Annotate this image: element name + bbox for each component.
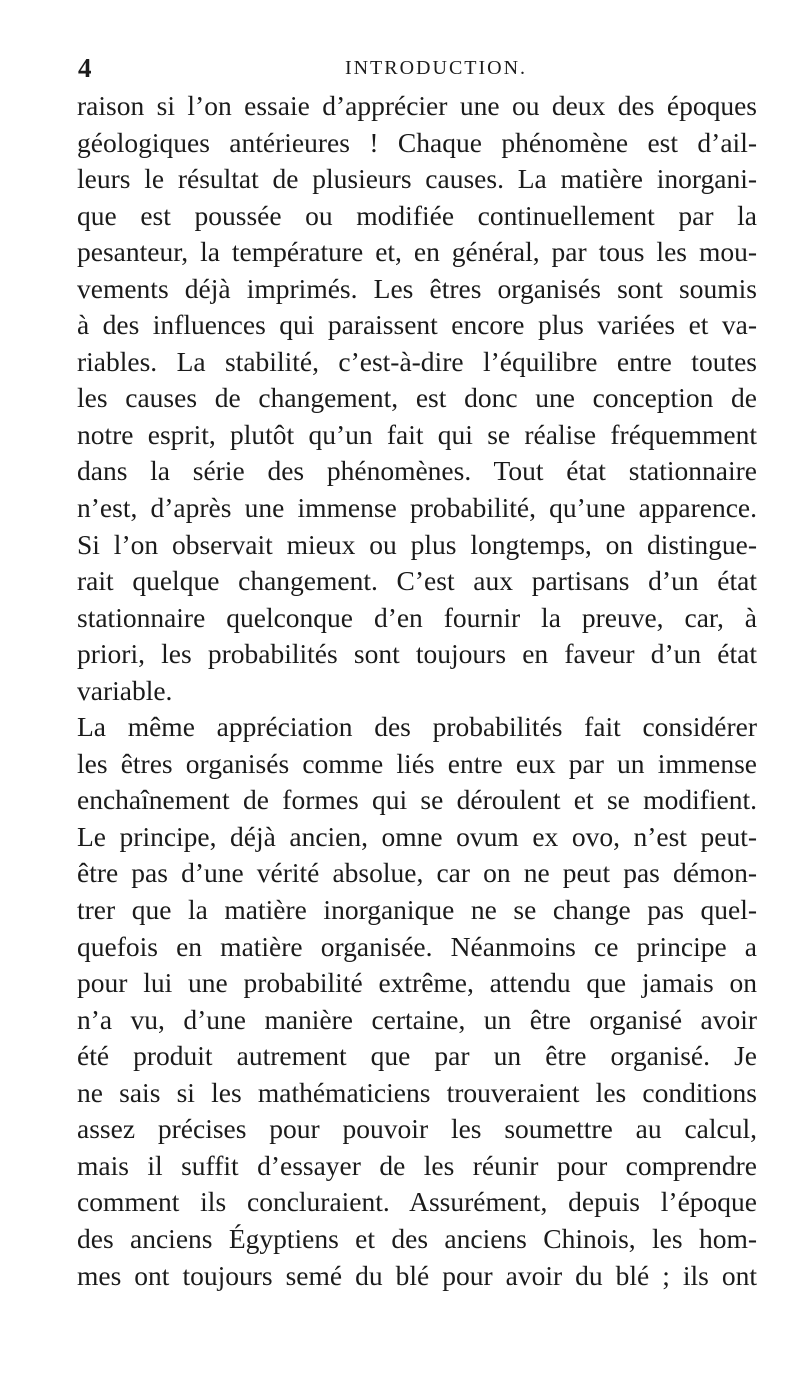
text-line: n’a vu, d’une manière certaine, un être organisé avoir <box>77 1003 757 1035</box>
text-line: variable. <box>77 674 173 706</box>
text-line: que est poussée ou modifiée continuellement par la <box>77 199 757 231</box>
text-line: leurs le résultat de plusieurs causes. La matière inorgani- <box>77 163 757 195</box>
text-line: les êtres organisés comme liés entre eux par un immense <box>77 747 757 779</box>
text-line: quefois en matière organisée. Néanmoins ce principe a <box>77 930 757 962</box>
text-line: Le principe, déjà ancien, omne ovum ex ovo, n’est peut- <box>77 820 757 852</box>
text-line: enchaînement de formes qui se déroulent et se modifient. <box>77 784 757 816</box>
text-line: mes ont toujours semé du blé pour avoir du blé ; ils ont <box>77 1259 757 1291</box>
text-line: Si l’on observait mieux ou plus longtemps, on distingue- <box>77 528 757 560</box>
text-line: été produit autrement que par un être organisé. Je <box>77 1040 757 1072</box>
running-head: INTRODUCTION. <box>344 57 528 79</box>
text-line: géologiques antérieures ! Chaque phénomène est d’ail- <box>77 126 757 158</box>
paragraph-2 <box>77 709 757 1294</box>
text-line: trer que la matière inorganique ne se change pas quel- <box>77 894 757 926</box>
text-line: les causes de changement, est donc une conception de <box>77 382 757 414</box>
text-line: pour lui une probabilité extrême, attendu que jamais on <box>77 967 757 999</box>
body-text <box>77 88 757 1294</box>
text-line: priori, les probabilités sont toujours en faveur d’un état <box>77 638 757 670</box>
page-number: 4 <box>78 53 92 83</box>
page-header <box>78 48 754 88</box>
text-line: rait quelque changement. C’est aux partisans d’un état <box>77 565 757 597</box>
text-line: des anciens Égyptiens et des anciens Chinois, les hom- <box>77 1222 757 1254</box>
text-line: dans la série des phénomènes. Tout état stationnaire <box>77 455 757 487</box>
text-line: riables. La stabilité, c’est-à-dire l’équilibre entre toutes <box>77 345 757 377</box>
text-line: être pas d’une vérité absolue, car on ne peut pas démon- <box>77 857 757 889</box>
text-line: ne sais si les mathématiciens trouveraient les conditions <box>77 1076 757 1108</box>
text-line: n’est, d’après une immense probabilité, qu’une apparence. <box>77 492 757 524</box>
text-line: à des influences qui paraissent encore plus variées et va- <box>77 309 757 341</box>
text-line: vements déjà imprimés. Les êtres organisés sont soumis <box>77 272 757 304</box>
text-line: La même appréciation des probabilités fait considérer <box>77 711 757 743</box>
text-line: pesanteur, la température et, en général, par tous les mou- <box>77 236 757 268</box>
paragraph-1 <box>77 88 757 709</box>
text-line: stationnaire quelconque d’en fournir la preuve, car, à <box>77 601 757 633</box>
text-line: raison si l’on essaie d’apprécier une ou deux des époques <box>77 90 757 121</box>
text-line: comment ils concluraient. Assurément, depuis l’époque <box>77 1186 757 1218</box>
text-line: assez précises pour pouvoir les soumettre au calcul, <box>77 1113 757 1145</box>
text-line: notre esprit, plutôt qu’un fait qui se réalise fréquemment <box>77 418 757 450</box>
text-line: mais il suffit d’essayer de les réunir pour comprendre <box>77 1149 757 1181</box>
